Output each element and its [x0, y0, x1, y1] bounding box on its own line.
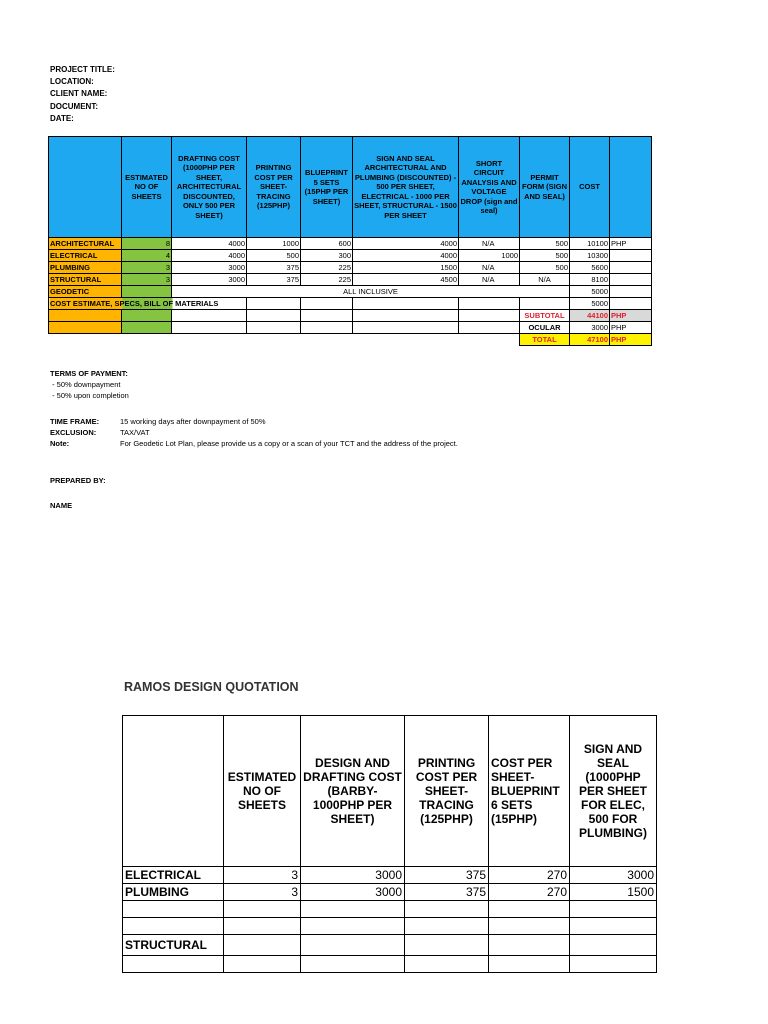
empty-cell	[49, 310, 122, 322]
ocular-label: OCULAR	[520, 322, 570, 334]
ocular-value: 3000	[570, 322, 610, 334]
short-circuit-cell: 1000	[459, 250, 520, 262]
empty-cell	[172, 334, 247, 346]
empty-cell	[301, 310, 353, 322]
empty-cell	[122, 286, 172, 298]
short-circuit-na: N/A	[482, 274, 495, 284]
empty-cell	[172, 310, 247, 322]
ramos-header-row	[123, 716, 657, 867]
ocular-unit: PHP	[610, 322, 652, 334]
drafting-cell: 4000	[172, 250, 247, 262]
printing-cell: 500	[247, 250, 301, 262]
printing-cell: 1000	[247, 238, 301, 250]
empty-cell	[247, 334, 301, 346]
header-cell: COST PER SHEET- BLUEPRINT 6 SETS (15PHP)	[489, 716, 570, 867]
empty-cell	[224, 935, 301, 956]
design-cell: 3000	[301, 884, 405, 901]
client-name-label: CLIENT NAME:	[50, 89, 108, 99]
printing-cell: 375	[405, 884, 489, 901]
short-circuit-na: N/A	[482, 238, 495, 248]
table-row	[123, 901, 657, 918]
table-row	[49, 250, 652, 262]
table-row	[49, 286, 652, 298]
row-label: PLUMBING	[49, 262, 122, 274]
empty-cell	[49, 334, 122, 346]
row-label: ELECTRICAL	[123, 867, 224, 884]
empty-cell	[247, 310, 301, 322]
sheets-cell: 8	[122, 238, 172, 250]
sheets-cell: 3	[224, 884, 301, 901]
empty-cell	[123, 901, 224, 918]
table-row	[49, 262, 652, 274]
empty-cell	[301, 935, 405, 956]
empty-cell	[459, 298, 520, 310]
exclusion-label: EXCLUSION:	[50, 428, 97, 437]
header-cell: PERMIT FORM (SIGN AND SEAL)	[520, 137, 570, 238]
short-circuit-cell	[459, 262, 520, 274]
empty-cell	[353, 298, 459, 310]
table-row	[49, 238, 652, 250]
empty-cell	[122, 334, 172, 346]
total-value: 47100	[570, 334, 610, 346]
blueprint-cell: 225	[301, 262, 353, 274]
header-cell: PRINTING COST PER SHEET- TRACING (125PHP)	[405, 716, 489, 867]
empty-cell	[489, 935, 570, 956]
empty-cell	[405, 918, 489, 935]
name-label: NAME	[50, 501, 73, 510]
empty-cell	[123, 956, 224, 973]
table-row	[123, 956, 657, 973]
empty-cell	[570, 918, 657, 935]
prepared-by-label: PREPARED BY:	[50, 476, 106, 485]
cost-cell: 10300	[570, 250, 610, 262]
table-row	[123, 935, 657, 956]
blueprint-cell: 270	[489, 867, 570, 884]
permit-cell: 500	[520, 250, 570, 262]
drafting-cell: 3000	[172, 262, 247, 274]
short-circuit-na: N/A	[482, 262, 495, 272]
empty-cell	[122, 310, 172, 322]
empty-cell	[224, 918, 301, 935]
cost-cell: 10100	[570, 238, 610, 250]
cost-cell: 8100	[570, 274, 610, 286]
printing-cell: 375	[247, 262, 301, 274]
terms-line: - 50% upon completion	[50, 391, 129, 400]
cost-estimate-cost: 5000	[570, 298, 610, 310]
table-row	[123, 918, 657, 935]
ramos-quotation-table	[122, 715, 657, 973]
subtotal-value: 44100	[570, 310, 610, 322]
header-cell	[49, 137, 122, 238]
empty-cell	[49, 322, 122, 334]
empty-cell	[610, 286, 652, 298]
terms-of-payment	[50, 368, 129, 401]
drafting-cell: 4000	[172, 238, 247, 250]
sheets-cell: 3	[122, 274, 172, 286]
table-row	[123, 884, 657, 901]
unit-cell	[610, 250, 652, 262]
document-label: DOCUMENT:	[50, 101, 98, 111]
empty-cell	[353, 322, 459, 334]
table-row	[49, 334, 652, 346]
blueprint-cell: 300	[301, 250, 353, 262]
sign-seal-cell: 1500	[353, 262, 459, 274]
quotation-table	[48, 136, 652, 346]
header-cell: DESIGN AND DRAFTING COST (BARBY-1000PHP PER SHEET)	[301, 716, 405, 867]
table-row	[49, 322, 652, 334]
empty-cell	[301, 901, 405, 918]
header-cell: SHORT CIRCUIT ANALYSIS AND VOLTAGE DROP (sign and seal)	[459, 137, 520, 238]
header-cell	[610, 137, 652, 238]
empty-cell	[224, 901, 301, 918]
empty-cell	[353, 334, 459, 346]
printing-cell: 375	[247, 274, 301, 286]
header-cell	[123, 716, 224, 867]
row-label: STRUCTURAL	[49, 274, 122, 286]
table-row	[49, 310, 652, 322]
all-inclusive-cell: ALL INCLUSIVE	[172, 286, 570, 298]
ramos-quotation-title: RAMOS DESIGN QUOTATION	[124, 680, 299, 694]
sign-seal-cell: 3000	[570, 867, 657, 884]
blueprint-cell: 600	[301, 238, 353, 250]
header-cell: ESTIMATED NO OF SHEETS	[122, 137, 172, 238]
quotation-header-row	[49, 137, 652, 238]
empty-cell	[405, 956, 489, 973]
short-circuit-cell	[459, 274, 520, 286]
empty-cell	[459, 310, 520, 322]
row-label: PLUMBING	[123, 884, 224, 901]
drafting-cell: 3000	[172, 274, 247, 286]
permit-cell: 500	[520, 238, 570, 250]
short-circuit-cell	[459, 238, 520, 250]
geodetic-cost: 5000	[570, 286, 610, 298]
subtotal-label: SUBTOTAL	[520, 310, 570, 322]
sign-seal-cell: 1500	[570, 884, 657, 901]
empty-cell	[301, 322, 353, 334]
time-frame-label: TIME FRAME:	[50, 417, 100, 426]
sheets-cell: 3	[122, 262, 172, 274]
blueprint-cell: 270	[489, 884, 570, 901]
note-label: Note:	[50, 439, 70, 448]
date-label: DATE:	[50, 113, 74, 123]
header-cell: COST	[570, 137, 610, 238]
cost-cell: 5600	[570, 262, 610, 274]
blueprint-cell: 225	[301, 274, 353, 286]
design-cell: 3000	[301, 867, 405, 884]
empty-cell	[301, 918, 405, 935]
header-cell: SIGN AND SEAL ARCHITECTURAL AND PLUMBING (DISCOUNTED) - 500 PER SHEET, ELECTRICAL - 1000 PER SHEET, STRUCTURAL - 1500 PER SHEET	[353, 137, 459, 238]
total-label: TOTAL	[520, 334, 570, 346]
empty-cell	[247, 322, 301, 334]
empty-cell	[301, 334, 353, 346]
project-info	[50, 416, 750, 449]
row-label: ARCHITECTURAL	[49, 238, 122, 250]
empty-cell	[122, 322, 172, 334]
geodetic-label: GEODETIC	[49, 286, 122, 298]
header-cell: BLUEPRINT 5 SETS (15PHP PER SHEET)	[301, 137, 353, 238]
sign-seal-cell: 4500	[353, 274, 459, 286]
empty-cell	[224, 956, 301, 973]
header-cell: DRAFTING COST (1000PHP PER SHEET, ARCHITECTURAL DISCOUNTED, ONLY 500 PER SHEET)	[172, 137, 247, 238]
sheets-cell: 3	[224, 867, 301, 884]
empty-cell	[489, 956, 570, 973]
header-cell: ESTIMATED NO OF SHEETS	[224, 716, 301, 867]
sheets-cell: 4	[122, 250, 172, 262]
table-row	[49, 274, 652, 286]
empty-cell	[610, 298, 652, 310]
sign-seal-cell: 4000	[353, 238, 459, 250]
empty-cell	[123, 918, 224, 935]
table-row	[123, 867, 657, 884]
note-value: For Geodetic Lot Plan, please provide us a copy or a scan of your TCT and the address of the project.	[120, 439, 458, 448]
empty-cell	[570, 956, 657, 973]
terms-title: TERMS OF PAYMENT:	[50, 369, 128, 378]
empty-cell	[459, 322, 520, 334]
header-cell: PRINTING COST PER SHEET- TRACING (125PHP)	[247, 137, 301, 238]
project-title-label: PROJECT TITLE:	[50, 65, 115, 74]
empty-cell	[172, 322, 247, 334]
location-label: LOCATION:	[50, 77, 94, 87]
cost-estimate-label: COST ESTIMATE, SPECS, BILL OF MATERIALS	[49, 298, 247, 310]
empty-cell	[301, 298, 353, 310]
terms-line: - 50% downpayment	[50, 380, 121, 389]
empty-cell	[405, 901, 489, 918]
unit-cell	[610, 274, 652, 286]
row-label: STRUCTURAL	[123, 935, 224, 956]
permit-cell: 500	[520, 262, 570, 274]
printing-cell: 375	[405, 867, 489, 884]
unit-cell	[610, 262, 652, 274]
empty-cell	[353, 310, 459, 322]
empty-cell	[570, 935, 657, 956]
subtotal-unit: PHP	[610, 310, 652, 322]
project-header-fields	[50, 64, 115, 125]
unit-cell: PHP	[610, 238, 652, 250]
row-label: ELECTRICAL	[49, 250, 122, 262]
empty-cell	[301, 956, 405, 973]
header-cell: SIGN AND SEAL (1000PHP PER SHEET FOR ELEC, 500 FOR PLUMBING)	[570, 716, 657, 867]
time-frame-value: 15 working days after downpayment of 50%	[120, 417, 266, 426]
empty-cell	[489, 918, 570, 935]
empty-cell	[570, 901, 657, 918]
exclusion-value: TAX/VAT	[120, 428, 150, 437]
empty-cell	[520, 298, 570, 310]
sign-seal-cell: 4000	[353, 250, 459, 262]
total-unit: PHP	[610, 334, 652, 346]
empty-cell	[489, 901, 570, 918]
empty-cell	[247, 298, 301, 310]
empty-cell	[459, 334, 520, 346]
empty-cell	[405, 935, 489, 956]
permit-cell: N/A	[520, 274, 570, 286]
table-row	[49, 298, 652, 310]
